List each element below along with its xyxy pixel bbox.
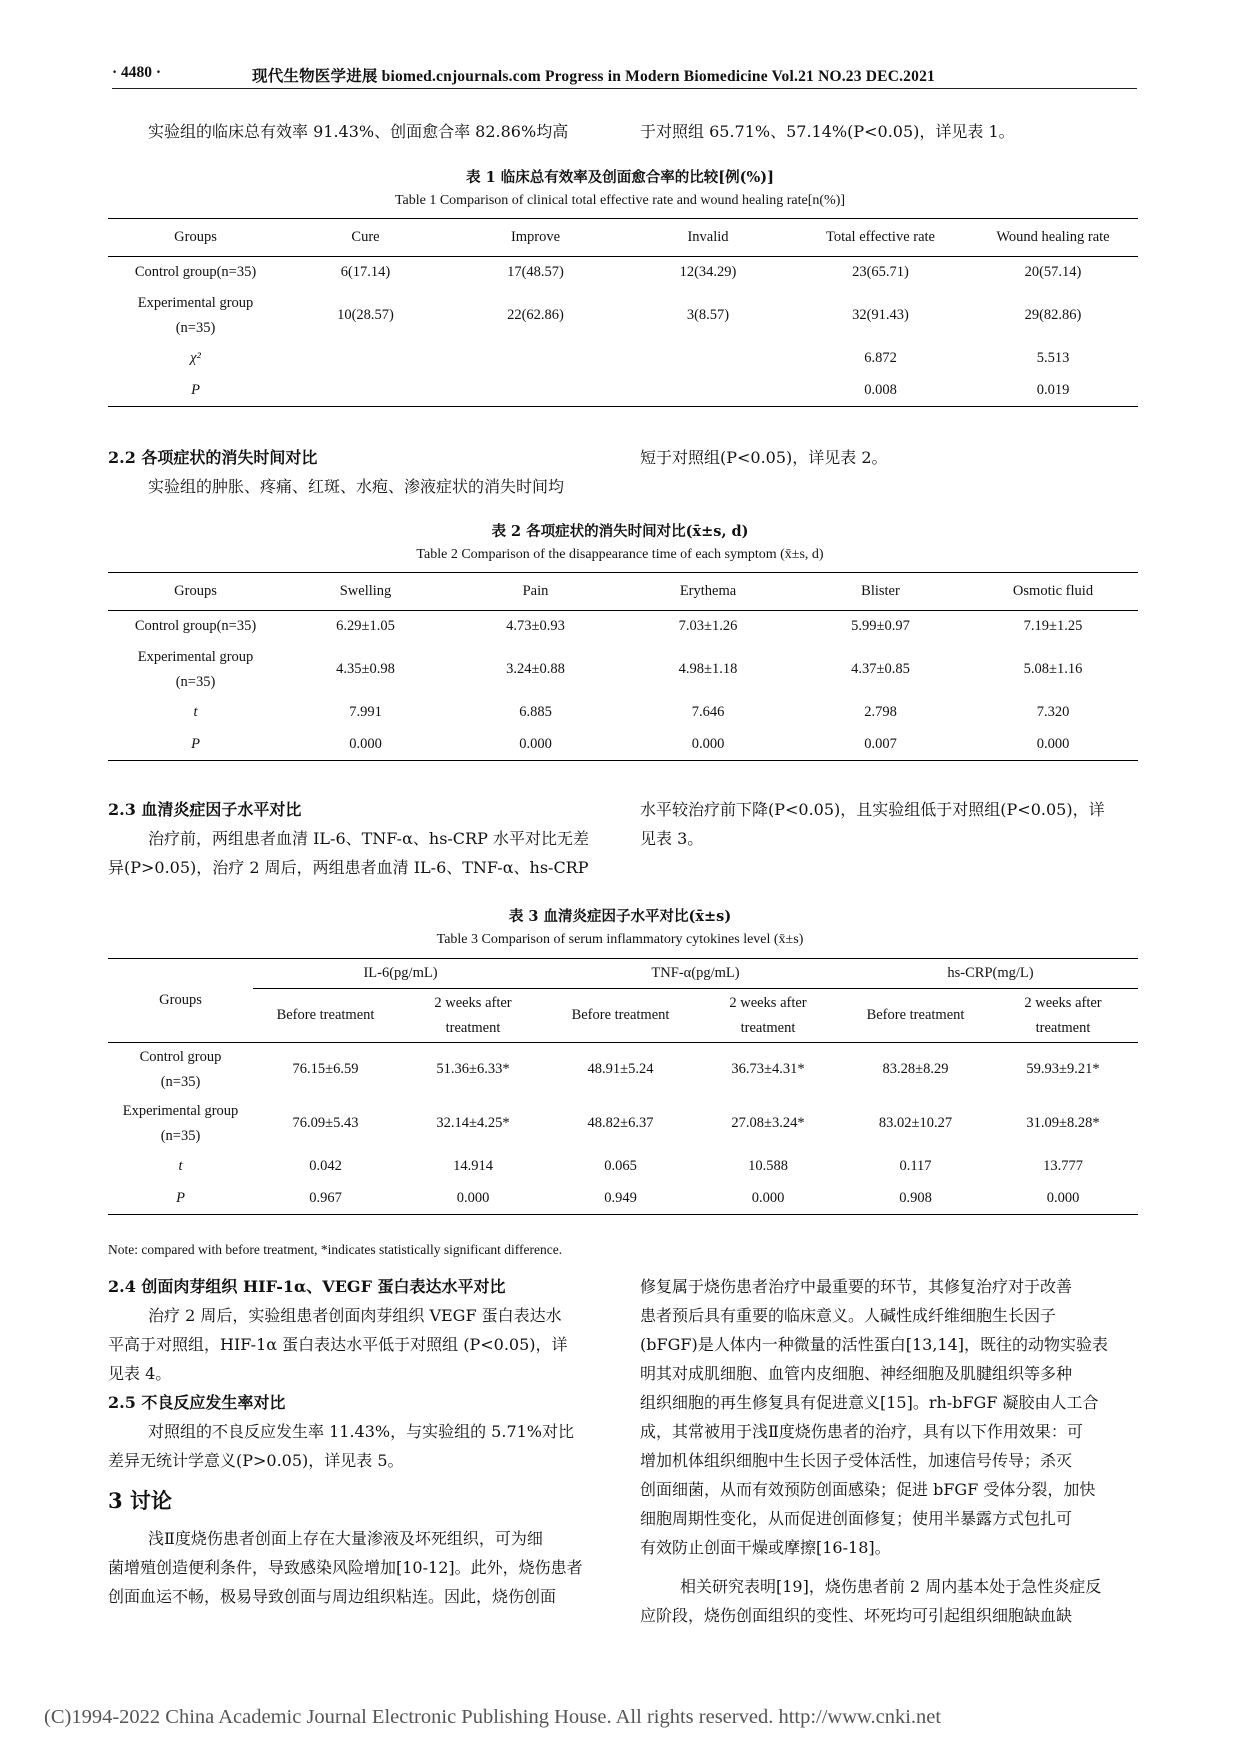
table3-header-row-1 <box>108 959 1138 989</box>
table2-cell-0-1: 6.29±1.05 <box>336 618 395 635</box>
section-2-2-title: 2.2 各项症状的消失时间对比 <box>108 448 318 467</box>
right-column-line: 患者预后具有重要的临床意义。人碱性成纤维细胞生长因子 <box>640 1306 1057 1325</box>
section-2-5-line: 差异无统计学意义(P>0.05)，详见表 5。 <box>108 1451 404 1470</box>
table3-cell-1-3: 48.82±6.37 <box>587 1115 654 1131</box>
table1-header-4: Total effective rate <box>825 229 935 245</box>
right-column-line: 组织细胞的再生修复具有促进意义[15]。rh-bFGF 凝胶由人工合 <box>640 1393 1099 1412</box>
table2-cell-2-0: t <box>193 704 198 720</box>
table3-cell-3-2: 0.000 <box>456 1189 490 1206</box>
table3-cell-2-5: 0.117 <box>899 1158 932 1174</box>
table3-cell-0-0: Control group (n=35) <box>139 1048 222 1090</box>
section-2-2-right: 短于对照组(P<0.05)，详见表 2。 <box>640 448 888 467</box>
right-column-line: 相关研究表明[19]，烧伤患者前 2 周内基本处于急性炎症反 <box>680 1577 1102 1596</box>
table-2 <box>108 572 1138 761</box>
table3-cell-1-6: 31.09±8.28* <box>1026 1115 1100 1131</box>
table3-header-marker-0: IL-6(pg/mL) <box>253 959 548 989</box>
table1-cell-0-5: 20(57.14) <box>1024 264 1082 281</box>
section-2-4-line: 见表 4。 <box>108 1364 172 1383</box>
table1-row <box>108 257 1138 289</box>
running-header <box>112 62 1137 89</box>
table1-cell-2-1 <box>283 343 448 375</box>
table2-cell-2-5: 7.320 <box>1036 704 1070 720</box>
table3-caption-cn: 表 3 血清炎症因子水平对比(x̄±s) <box>508 908 732 925</box>
table2-header-0: Groups <box>174 583 217 599</box>
table3-cell-0-4: 36.73±4.31* <box>731 1061 805 1078</box>
table1-cell-3-0: P <box>191 381 200 398</box>
table2-row <box>108 643 1138 697</box>
table3-cell-1-5: 83.02±10.27 <box>878 1115 953 1131</box>
table3-row <box>108 1183 1138 1215</box>
table3-header-groups: Groups <box>108 959 253 1043</box>
table2-cell-0-3: 7.03±1.26 <box>678 618 738 635</box>
intro-left: 实验组的临床总有效率 91.43%、创面愈合率 82.86%均高 <box>148 122 569 141</box>
right-column-line: 应阶段，烧伤创面组织的变性、坏死均可引起组织细胞缺血缺 <box>640 1606 1073 1625</box>
table1-cell-1-2: 22(62.86) <box>507 307 564 323</box>
table3-subheader-0-1: 2 weeks after treatment <box>434 994 512 1036</box>
right-column-line: 创面细菌，从而有效预防创面感染；促进 bFGF 受体分裂，加快 <box>640 1480 1096 1499</box>
table2-cell-3-5: 0.000 <box>1036 735 1070 752</box>
section-2-3-left2: 异(P>0.05)，治疗 2 周后，两组患者血清 IL-6、TNF-α、hs-CRP <box>108 858 589 877</box>
table2-cell-1-2: 3.24±0.88 <box>506 661 565 677</box>
table1-cell-2-3 <box>623 343 793 375</box>
table2-cell-2-2: 6.885 <box>519 704 552 720</box>
table2-header-5: Osmotic fluid <box>1012 583 1094 599</box>
table1-cell-0-1: 6(17.14) <box>340 264 391 281</box>
section-2-4-line: 平高于对照组，HIF-1α 蛋白表达水平低于对照组 (P<0.05)，详 <box>108 1335 568 1354</box>
table2-row <box>108 729 1138 761</box>
right-column-line: 成，其常被用于浅Ⅱ度烧伤患者的治疗，具有以下作用效果：可 <box>640 1422 1083 1441</box>
table1-row <box>108 375 1138 407</box>
table3-subheader-1-0: Before treatment <box>571 1007 670 1023</box>
table3-row <box>108 1097 1138 1151</box>
table2-row <box>108 611 1138 643</box>
journal-line: 现代生物医学进展 biomed.cnjournals.com Progress in Modern Biomedicine Vol.21 NO.23 DEC.2021 <box>252 68 935 85</box>
table1-cell-3-5: 0.019 <box>1036 381 1070 398</box>
intro-right: 于对照组 65.71%、57.14%(P<0.05)，详见表 1。 <box>640 122 1015 141</box>
table2-header-4: Blister <box>861 583 900 599</box>
table3-row <box>108 1151 1138 1183</box>
right-column-line: 修复属于烧伤患者治疗中最重要的环节，其修复治疗对于改善 <box>640 1277 1073 1296</box>
table1-cell-3-3 <box>623 375 793 407</box>
table1-header-3: Invalid <box>687 229 729 245</box>
table1-cell-0-3: 12(34.29) <box>679 264 737 281</box>
table2-cell-0-4: 5.99±0.97 <box>851 618 910 635</box>
table-3 <box>108 958 1138 1215</box>
table3-cell-1-4: 27.08±3.24* <box>731 1115 805 1131</box>
table1-cell-1-4: 32(91.43) <box>852 307 909 323</box>
table3-header-marker-2: hs-CRP(mg/L) <box>843 959 1138 989</box>
copyright-footer: (C)1994-2022 China Academic Journal Electronic Publishing House. All rights reserved. http://www.cnki.net <box>44 1706 942 1728</box>
table1-cell-3-4: 0.008 <box>864 381 897 398</box>
section-2-3-title: 2.3 血清炎症因子水平对比 <box>108 800 302 819</box>
right-column-line: (bFGF)是人体内一种微量的活性蛋白[13,14]，既往的动物实验表 <box>640 1335 1109 1354</box>
table3-cell-3-4: 0.000 <box>751 1189 785 1206</box>
table1-cell-2-4: 6.872 <box>864 350 897 366</box>
section-2-2-left: 实验组的肿胀、疼痛、红斑、水疱、渗液症状的消失时间均 <box>148 477 565 496</box>
table3-cell-1-1: 76.09±5.43 <box>292 1115 359 1131</box>
table1-cell-3-1 <box>283 375 448 407</box>
table3-cell-2-4: 10.588 <box>748 1158 788 1174</box>
table1-cell-1-5: 29(82.86) <box>1024 307 1082 323</box>
table3-subheader-2-1: 2 weeks after treatment <box>1024 994 1102 1036</box>
table2-cell-1-5: 5.08±1.16 <box>1023 661 1083 677</box>
table1-row <box>108 343 1138 375</box>
section-2-3-right2: 见表 3。 <box>640 829 704 848</box>
table2-cell-3-4: 0.007 <box>864 735 897 752</box>
table3-cell-2-6: 13.777 <box>1043 1158 1083 1174</box>
table2-cell-0-2: 4.73±0.93 <box>506 618 565 635</box>
table2-cell-3-0: P <box>191 735 200 752</box>
section-2-3-right1: 水平较治疗前下降(P<0.05)，且实验组低于对照组(P<0.05)，详 <box>640 800 1105 819</box>
right-column-line: 细胞周期性变化，从而促进创面修复；使用半暴露方式包扎可 <box>640 1509 1073 1528</box>
table3-cell-3-3: 0.949 <box>604 1189 637 1206</box>
table1-cell-3-2 <box>448 375 623 407</box>
table3-cell-0-2: 51.36±6.33* <box>436 1061 510 1078</box>
right-column-line: 增加机体组织细胞中生长因子受体活性，加速信号传导；杀灭 <box>640 1451 1073 1470</box>
table2-cell-0-5: 7.19±1.25 <box>1023 618 1083 635</box>
table2-header-3: Erythema <box>679 583 737 599</box>
table2-cell-2-4: 2.798 <box>864 704 897 720</box>
table1-header-5: Wound healing rate <box>996 229 1110 245</box>
table1-row <box>108 289 1138 343</box>
table1-cell-0-4: 23(65.71) <box>852 264 909 281</box>
page-number: · 4480 · <box>112 64 162 81</box>
table3-cell-3-6: 0.000 <box>1046 1189 1080 1206</box>
section-3-line: 创面血运不畅，极易导致创面与周边组织粘连。因此，烧伤创面 <box>108 1587 557 1606</box>
table3-cell-1-0: Experimental group (n=35) <box>122 1102 239 1144</box>
table2-cell-3-2: 0.000 <box>519 735 552 752</box>
table3-header-row-2 <box>108 989 1138 1043</box>
table3-cell-2-3: 0.065 <box>604 1158 637 1174</box>
table2-cell-3-3: 0.000 <box>691 735 725 752</box>
table1-cell-1-3: 3(8.57) <box>686 307 730 323</box>
table2-row <box>108 697 1138 729</box>
table2-caption-cn: 表 2 各项症状的消失时间对比(x̄±s, d) <box>491 523 749 540</box>
table1-cell-2-0: χ² <box>190 350 201 366</box>
table2-cell-2-3: 7.646 <box>691 704 725 720</box>
table2-cell-1-0: Experimental group (n=35) <box>137 648 254 690</box>
table3-cell-1-2: 32.14±4.25* <box>436 1115 510 1131</box>
table1-header-2: Improve <box>510 229 561 245</box>
table2-caption-en: Table 2 Comparison of the disappearance time of each symptom (x̄±s, d) <box>416 547 824 562</box>
table1-cell-2-2 <box>448 343 623 375</box>
table3-cell-0-5: 83.28±8.29 <box>882 1061 949 1078</box>
table3-caption-en: Table 3 Comparison of serum inflammatory cytokines level (x̄±s) <box>436 932 804 947</box>
table3-cell-0-6: 59.93±9.21* <box>1026 1061 1100 1078</box>
table1-cell-0-2: 17(48.57) <box>507 264 564 281</box>
section-3-line: 菌增殖创造便利条件，导致感染风险增加[10-12]。此外，烧伤患者 <box>108 1558 583 1577</box>
table3-row <box>108 1043 1138 1097</box>
table3-header-marker-1: TNF-α(pg/mL) <box>548 959 843 989</box>
table1-cell-1-1: 10(28.57) <box>337 307 394 323</box>
table1-caption-cn: 表 1 临床总有效率及创面愈合率的比较[例(%)] <box>466 169 774 186</box>
table2-header-1: Swelling <box>339 583 392 599</box>
table2-cell-1-4: 4.37±0.85 <box>851 661 910 677</box>
table3-cell-0-3: 48.91±5.24 <box>587 1061 654 1078</box>
table1-header-0: Groups <box>174 229 217 245</box>
section-2-4-line: 治疗 2 周后，实验组患者创面肉芽组织 VEGF 蛋白表达水 <box>148 1306 562 1325</box>
section-3-line: 浅Ⅱ度烧伤患者创面上存在大量渗液及坏死组织，可为细 <box>148 1529 543 1548</box>
table3-subheader-1-1: 2 weeks after treatment <box>729 994 807 1036</box>
section-2-5-title: 2.5 不良反应发生率对比 <box>108 1393 286 1412</box>
table2-cell-3-1: 0.000 <box>349 735 382 752</box>
table3-subheader-2-0: Before treatment <box>866 1007 965 1023</box>
table3-cell-2-2: 14.914 <box>453 1158 493 1174</box>
table-1 <box>108 218 1138 407</box>
table3-cell-3-1: 0.967 <box>309 1189 342 1206</box>
table3-note: Note: compared with before treatment, *indicates statistically significant difference. <box>108 1242 563 1257</box>
section-2-3-left1: 治疗前，两组患者血清 IL-6、TNF-α、hs-CRP 水平对比无差 <box>148 829 589 848</box>
table3-cell-2-0: t <box>178 1158 183 1174</box>
table1-cell-1-0: Experimental group (n=35) <box>137 294 254 336</box>
right-column-line: 明其对成肌细胞、血管内皮细胞、神经细胞及肌腱组织等多种 <box>640 1364 1073 1383</box>
table1-cell-0-0: Control group(n=35) <box>134 264 257 281</box>
table2-cell-1-3: 4.98±1.18 <box>678 661 738 677</box>
table1-header-1: Cure <box>351 229 380 245</box>
table1-cell-2-5: 5.513 <box>1036 350 1070 366</box>
section-3-title: 3 讨论 <box>108 1488 172 1513</box>
table2-cell-1-1: 4.35±0.98 <box>336 661 395 677</box>
table2-cell-2-1: 7.991 <box>349 704 382 720</box>
table3-subheader-0-0: Before treatment <box>276 1007 375 1023</box>
section-2-5-line: 对照组的不良反应发生率 11.43%，与实验组的 5.71%对比 <box>148 1422 575 1441</box>
table3-cell-3-0: P <box>176 1189 185 1206</box>
table3-cell-2-1: 0.042 <box>309 1158 342 1174</box>
right-column-line: 有效防止创面干燥或摩擦[16-18]。 <box>640 1538 891 1557</box>
table2-header-2: Pain <box>522 583 549 599</box>
table3-cell-3-5: 0.908 <box>899 1189 932 1206</box>
table1-caption-en: Table 1 Comparison of clinical total effective rate and wound healing rate[n(%)] <box>394 193 846 208</box>
section-2-4-title: 2.4 创面肉芽组织 HIF-1α、VEGF 蛋白表达水平对比 <box>108 1277 506 1296</box>
table2-cell-0-0: Control group(n=35) <box>134 618 257 635</box>
table3-cell-0-1: 76.15±6.59 <box>292 1061 359 1078</box>
